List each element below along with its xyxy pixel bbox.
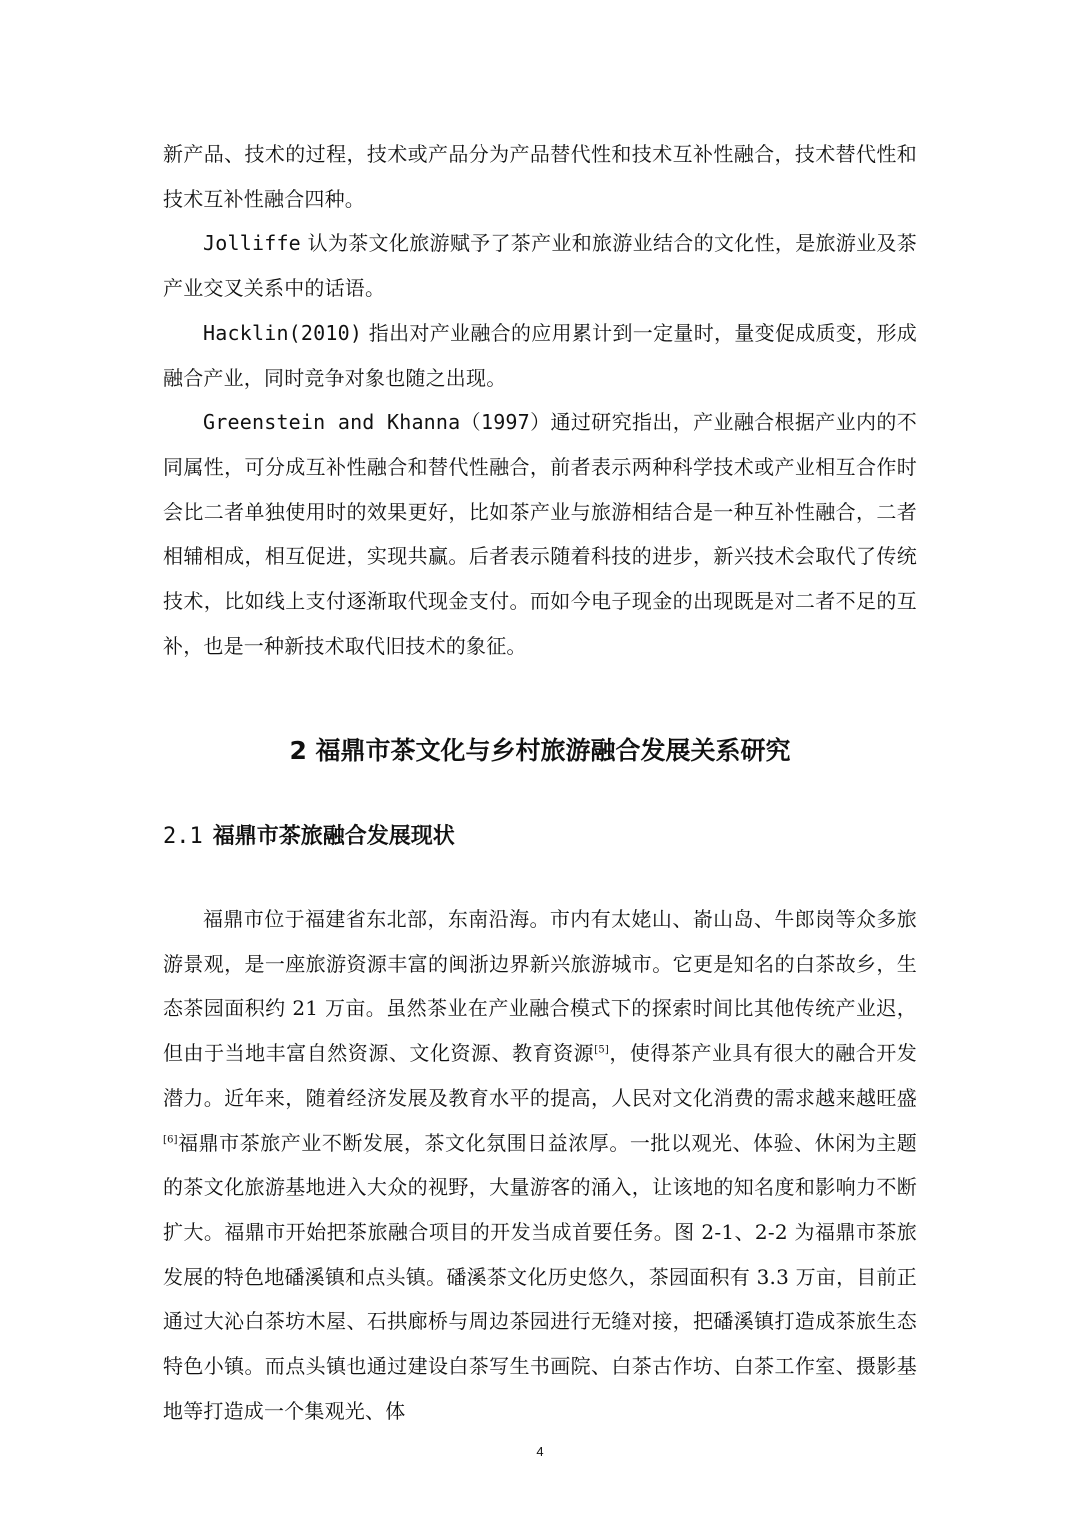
paragraph-fuding [163, 897, 917, 1433]
intro-text-block [163, 132, 917, 668]
paragraph-text: ，使得茶产业具有很大的融合开发潜力。近年来，随着经济发展及教育水平的提高，人民对文化消费的需求越来越旺盛 [163, 1041, 917, 1110]
author-name: Hacklin(2010) [203, 320, 363, 345]
subsection-number: 2.1 [163, 824, 203, 849]
paragraph-text: 指出对产业融合的应用累计到一定量时，量变促成质变，形成融合产业，同时竞争对象也随之出现。 [163, 320, 917, 390]
body-text-block [163, 897, 917, 1433]
author-name: Greenstein and Khanna（1997） [203, 410, 551, 435]
citation-ref[interactable]: [6] [163, 1133, 178, 1145]
subsection-title: 福鼎市茶旅融合发展现状 [212, 824, 455, 849]
paragraph-text: 福鼎市茶旅产业不断发展，茶文化氛围日益浓厚。一批以观光、体验、休闲为主题的茶文化旅游基地进入大众的视野，大量游客的涌入，让该地的知名度和影响力不断扩大。福鼎市开始把茶旅融合项目的开发当成首要任务。图 2-1、2-2 为福鼎市茶旅发展的特色地磻溪镇和点头镇。磻溪茶文化历史悠久，茶园面积有 3.3 万亩，目前正通过大沁白茶坊木屋、石拱廊桥与周边茶园进行无缝对接，把磻溪镇打造成茶旅生态特色小镇。而点头镇也通过建设白茶写生书画院、白茶古作坊、白茶工作室、摄影基地等打造成一个集观光、体 [163, 1130, 917, 1423]
paragraph-continuation: 新产品、技术的过程，技术或产品分为产品替代性和技术互补性融合，技术替代性和技术互补性融合四种。 [163, 142, 917, 211]
paragraph-text: 福鼎市位于福建省东北部，东南沿海。市内有太姥山、嵛山岛、牛郎岗等众多旅游景观，是一座旅游资源丰富的闽浙边界新兴旅游城市。它更是知名的白茶故乡，生态茶园面积约 21 万亩。虽然茶业在产业融合模式下的探索时间比其他传统产业迟，但由于当地丰富自然资源、文化资源、教育资源 [163, 907, 917, 1066]
page-number: 4 [536, 1444, 544, 1459]
citation-ref[interactable]: [5] [594, 1044, 609, 1056]
paragraph-text: 认为茶文化旅游赋予了茶产业和旅游业结合的文化性，是旅游业及茶产业交叉关系中的话语。 [163, 231, 917, 301]
author-name: Jolliffe [203, 231, 301, 256]
paragraph-text: 通过研究指出，产业融合根据产业内的不同属性，可分成互补性融合和替代性融合，前者表示两种科学技术或产业相互合作时会比二者单独使用时的效果更好，比如茶产业与旅游相结合是一种互补性融合，二者相辅相成，相互促进，实现共赢。后者表示随着科技的进步，新兴技术会取代了传统技术，比如线上支付逐渐取代现金支付。而如今电子现金的出现既是对二者不足的互补，也是一种新技术取代旧技术的象征。 [163, 410, 917, 658]
paragraph-jolliffe [163, 221, 917, 310]
subsection-heading [163, 819, 455, 850]
section-heading: 2 福鼎市茶文化与乡村旅游融合发展关系研究 [289, 736, 791, 765]
paragraph-hacklin [163, 311, 917, 400]
paragraph-greenstein [163, 400, 917, 668]
